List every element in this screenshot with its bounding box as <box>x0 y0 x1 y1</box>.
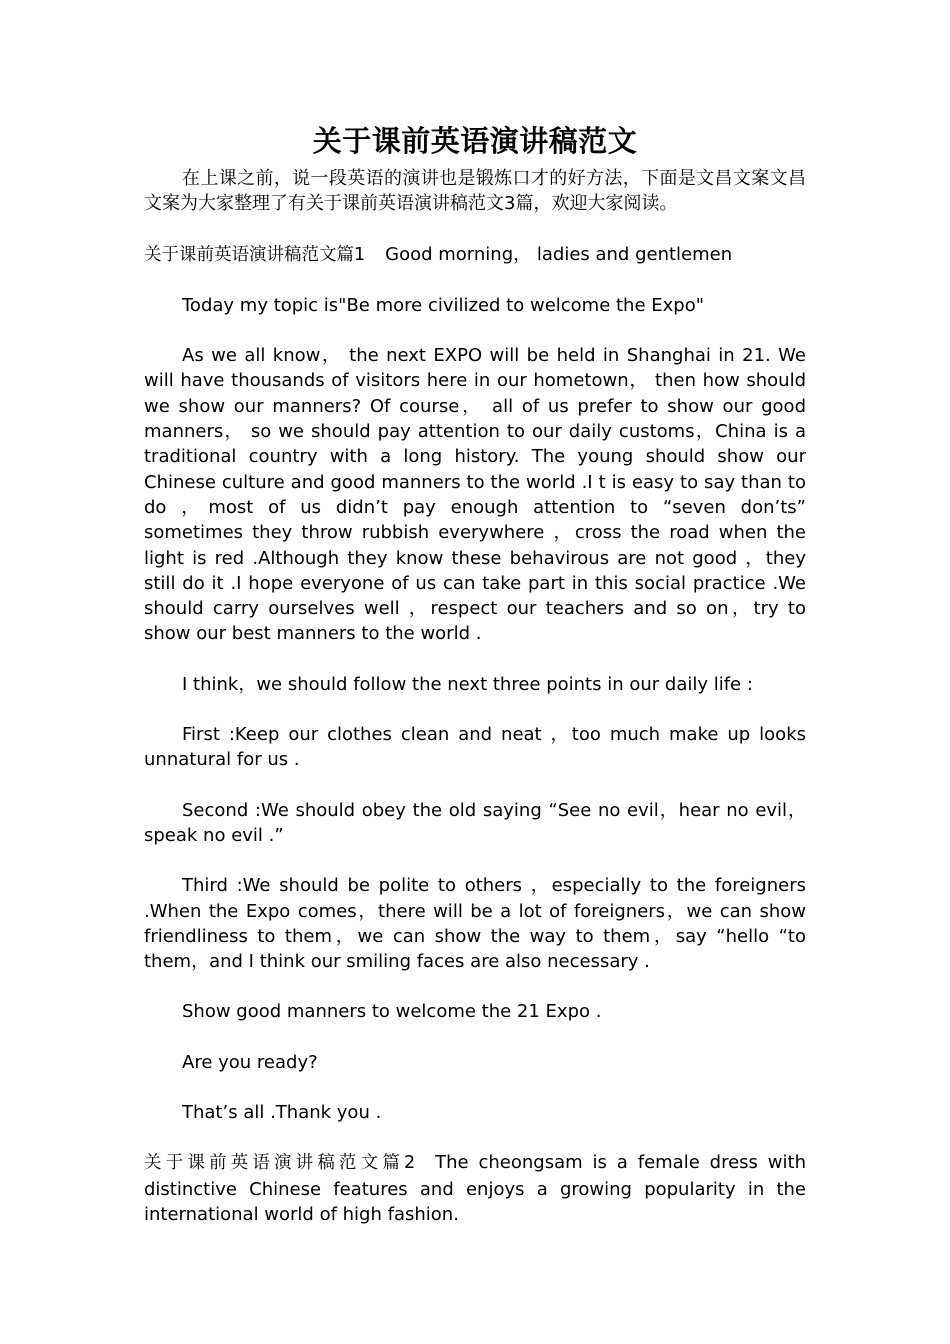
section2-heading: 关于课前英语演讲稿范文篇2 <box>144 1153 416 1174</box>
paragraph-topic: Today my topic is"Be more civilized to welcome the Expo" <box>182 294 705 316</box>
paragraph-show-manners: Show good manners to welcome the 21 Expo . <box>182 1001 602 1023</box>
section1-first-line: Good morning， ladies and gentlemen <box>385 243 733 265</box>
section1-first-paragraph <box>144 242 806 268</box>
paragraph-are-you-ready: Are you ready? <box>182 1051 318 1073</box>
paragraph-three-points: I think，we should follow the next three points in our daily life : <box>182 673 753 695</box>
paragraph-second-point: Second :We should obey the old saying “See no evil，hear no evil，speak no evil .” <box>144 799 806 846</box>
section1-heading: 关于课前英语演讲稿范文篇1 <box>144 244 366 265</box>
paragraph-third-point: Third :We should be polite to others ，especially to the foreigners .When the Expo comes，there will be a lot of foreigners，we can show friendliness to them，we can show the way to them，say “hello “to them，and I think our smiling faces are also necessary . <box>144 875 806 973</box>
paragraph-thank-you: That’s all .Thank you . <box>182 1102 382 1124</box>
intro-paragraph: 在上课之前，说一段英语的演讲也是锻炼口才的好方法，下面是文昌文案文昌文案为大家整理了有关于课前英语演讲稿范文3篇，欢迎大家阅读。 <box>144 168 806 215</box>
document-body <box>144 166 806 1227</box>
section2-first-line: The cheongsam is a female dress with distinctive Chinese features and enjoys a growing popularity in the international world of high fashion. <box>144 1152 806 1225</box>
section2-first-paragraph <box>144 1150 806 1227</box>
paragraph-expo: As we all know， the next EXPO will be held in Shanghai in 21. We will have thousands of visitors here in our hometown， then how should we show our manners? Of course， all of us prefer to show our good manners， so we should pay attention to our daily customs，China is a traditional country with a long history. The young should show our Chinese culture and good manners to the world .I t is easy to say than to do ，most of us didn’t pay enough attention to “seven don’ts” sometimes they throw rubbish everywhere ，cross the road when the light is red .Although they know these behavirous are not good ，they still do it .I hope everyone of us can take part in this social practice .We should carry ourselves well ，respect our teachers and so on，try to show our best manners to the world . <box>144 345 806 645</box>
document-title: 关于课前英语演讲稿范文 <box>312 124 638 158</box>
paragraph-first-point: First :Keep our clothes clean and neat ，too much make up looks unnatural for us . <box>144 724 806 771</box>
